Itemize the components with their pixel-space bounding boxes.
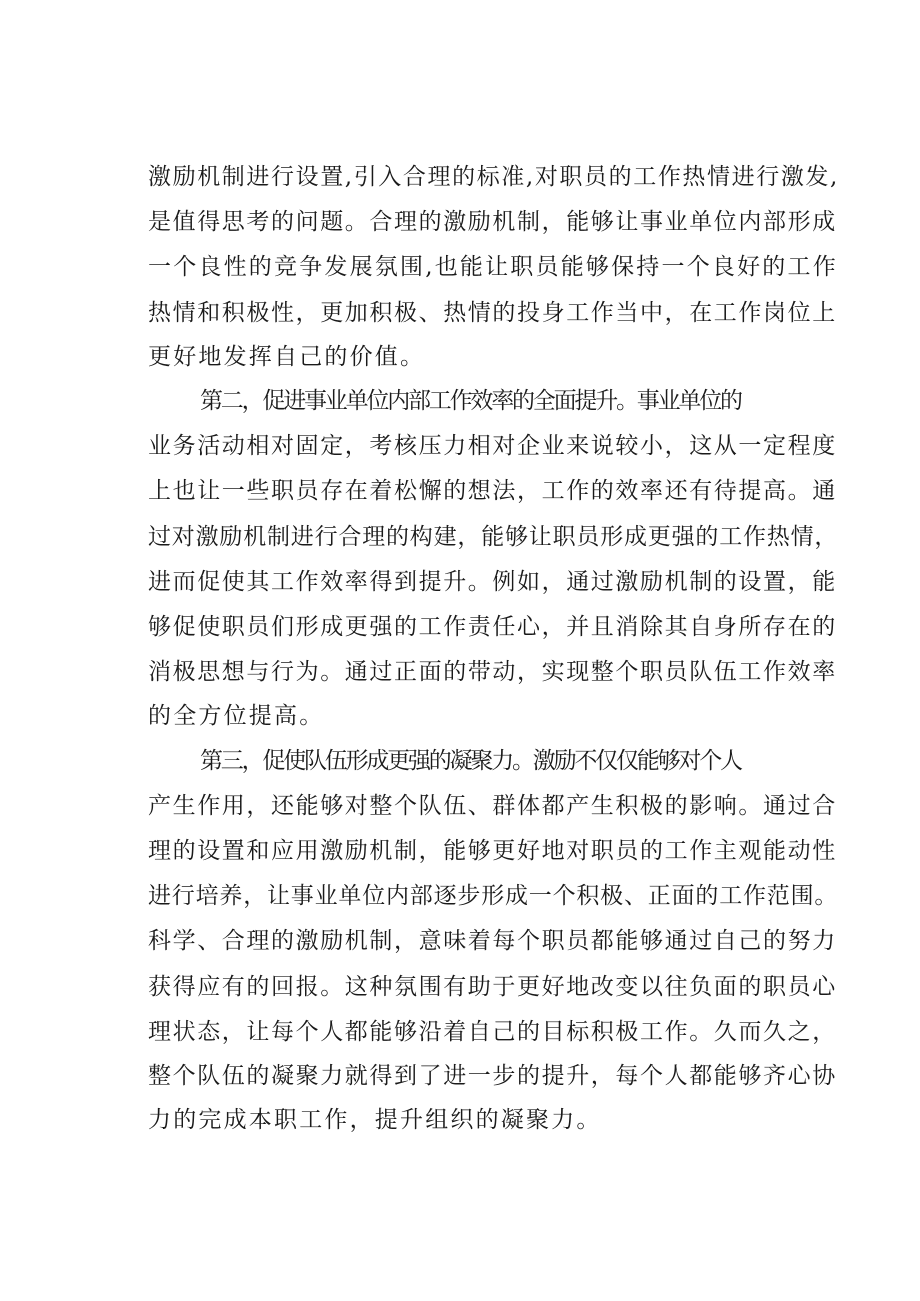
paragraph-3-line-4: 进行培养，让事业单位内部逐步形成一个积极、正面的工作范围。 bbox=[148, 883, 839, 909]
paragraph-1-line-1: 激励机制进行设置,引入合理的标准,对职员的工作热情进行激发, bbox=[148, 164, 839, 190]
paragraph-3-line-5: 科学、合理的激励机制，意味着每个职员都能够通过自己的努力 bbox=[148, 928, 837, 954]
paragraph-2-line-2: 业务活动相对固定，考核压力相对企业来说较小，这从一定程度 bbox=[148, 433, 837, 459]
paragraph-2-line-1: 第二，促进事业单位内部工作效率的全面提升。事业单位的 bbox=[200, 388, 741, 414]
paragraph-3-line-8: 整个队伍的凝聚力就得到了进一步的提升，每个人都能够齐心协 bbox=[148, 1063, 837, 1089]
paragraph-1-line-3: 一个良性的竞争发展氛围,也能让职员能够保持一个良好的工作 bbox=[148, 254, 838, 280]
paragraph-2-line-6: 够促使职员们形成更强的工作责任心，并且消除其自身所存在的 bbox=[148, 614, 837, 640]
paragraph-3-line-7: 理状态，让每个人都能够沿着自己的目标积极工作。久而久之， bbox=[148, 1019, 837, 1045]
paragraph-2-line-8: 的全方位提高。 bbox=[148, 703, 325, 729]
paragraph-3-line-3: 理的设置和应用激励机制，能够更好地对职员的工作主观能动性 bbox=[148, 838, 837, 864]
paragraph-2-line-5: 进而促使其工作效率得到提升。例如，通过激励机制的设置，能 bbox=[148, 569, 837, 595]
paragraph-3-line-1: 第三，促使队伍形成更强的凝聚力。激励不仅仅能够对个人 bbox=[200, 748, 741, 774]
paragraph-2-line-3: 上也让一些职员存在着松懈的想法，工作的效率还有待提高。通 bbox=[148, 478, 837, 504]
paragraph-2-line-7: 消极思想与行为。通过正面的带动，实现整个职员队伍工作效率 bbox=[148, 659, 837, 685]
paragraph-3-line-2: 产生作用，还能够对整个队伍、群体都产生积极的影响。通过合 bbox=[148, 793, 837, 819]
paragraph-3-line-9: 力的完成本职工作，提升组织的凝聚力。 bbox=[148, 1107, 602, 1133]
paragraph-1-line-5: 更好地发挥自己的价值。 bbox=[148, 344, 426, 370]
paragraph-3-line-6: 获得应有的回报。这种氛围有助于更好地改变以往负面的职员心 bbox=[148, 974, 837, 1000]
paragraph-2-line-4: 过对激励机制进行合理的构建，能够让职员形成更强的工作热情， bbox=[148, 524, 839, 550]
paragraph-1-line-4: 热情和积极性，更加积极、热情的投身工作当中，在工作岗位上 bbox=[148, 300, 837, 326]
paragraph-1-line-2: 是值得思考的问题。合理的激励机制，能够让事业单位内部形成 bbox=[148, 209, 837, 235]
